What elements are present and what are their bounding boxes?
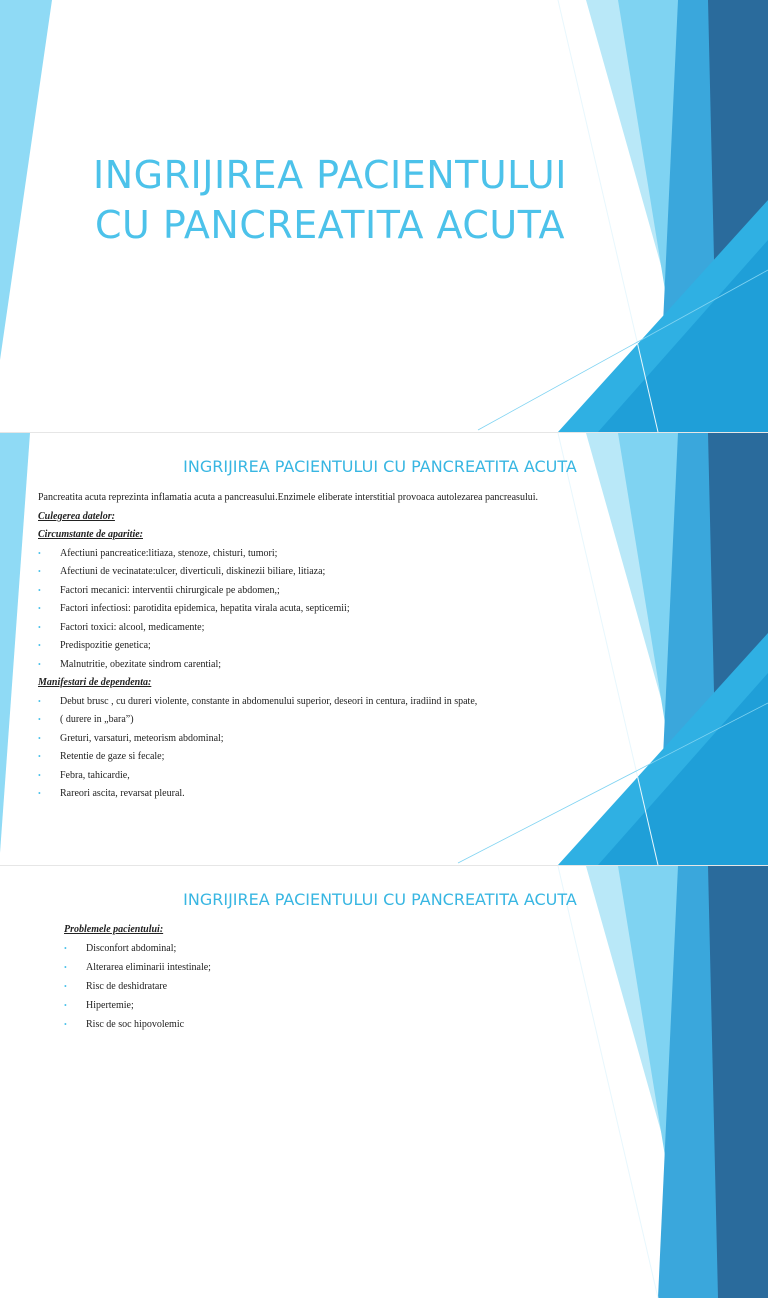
section-label: Culegerea datelor: [38, 510, 115, 522]
title-line-1: INGRIJIREA PACIENTULUI [93, 153, 567, 197]
list-item: • ( durere in „bara”) [38, 711, 608, 730]
list-item: • Factori infectiosi: parotidita epidemica, hepatita virala acuta, septicemii; [38, 600, 608, 619]
slide-body [64, 920, 584, 1034]
list-item: • Rareori ascita, revarsat pleural. [38, 785, 608, 804]
slide-heading: INGRIJIREA PACIENTULUI CU PANCREATITA ACUTA [183, 890, 577, 909]
list-item: • Disconfort abdominal; [64, 939, 584, 958]
slide-title [40, 150, 620, 250]
content-slide-1 [0, 433, 768, 865]
right-decoration [558, 866, 768, 1298]
section-label: Problemele pacientului: [64, 924, 164, 935]
list-item: • Malnutritie, obezitate sindrom carential; [38, 656, 608, 675]
slide-body [38, 489, 608, 804]
list-item: • Alterarea eliminarii intestinale; [64, 958, 584, 977]
slide-heading: INGRIJIREA PACIENTULUI CU PANCREATITA ACUTA [183, 457, 577, 476]
title-line-2: CU PANCREATITA ACUTA [94, 203, 565, 247]
list-item: • Risc de soc hipovolemic [64, 1015, 584, 1034]
list-item: • Factori mecanici: interventii chirurgicale pe abdomen,; [38, 582, 608, 601]
list-item: • Retentie de gaze si fecale; [38, 748, 608, 767]
title-slide [0, 0, 768, 432]
list-item: • Febra, tahicardie, [38, 767, 608, 786]
manifestations-list [38, 693, 608, 804]
section-label: Circumstante de aparitie: [38, 529, 143, 540]
list-item: • Risc de deshidratare [64, 977, 584, 996]
content-slide-2 [0, 866, 768, 1030]
list-item: • Factori toxici: alcool, medicamente; [38, 619, 608, 638]
list-item: • Hipertemie; [64, 996, 584, 1015]
list-item: • Afectiuni pancreatice:litiaza, stenoze, chisturi, tumori; [38, 545, 608, 564]
list-item: • Debut brusc , cu dureri violente, constante in abdomenului superior, deseori in centura, iradiind in spate, [38, 693, 608, 712]
problems-list [64, 939, 584, 1034]
list-item: • Predispozitie genetica; [38, 637, 608, 656]
section-label: Manifestari de dependenta: [38, 677, 152, 688]
list-item: • Greturi, varsaturi, meteorism abdominal; [38, 730, 608, 749]
intro-text: Pancreatita acuta reprezinta inflamatia acuta a pancreasului.Enzimele eliberate interstitial provoaca autolezarea pancreasului. [38, 492, 539, 503]
circumstances-list [38, 545, 608, 675]
list-item: • Afectiuni de vecinatate:ulcer, diverticuli, diskinezii biliare, litiaza; [38, 563, 608, 582]
